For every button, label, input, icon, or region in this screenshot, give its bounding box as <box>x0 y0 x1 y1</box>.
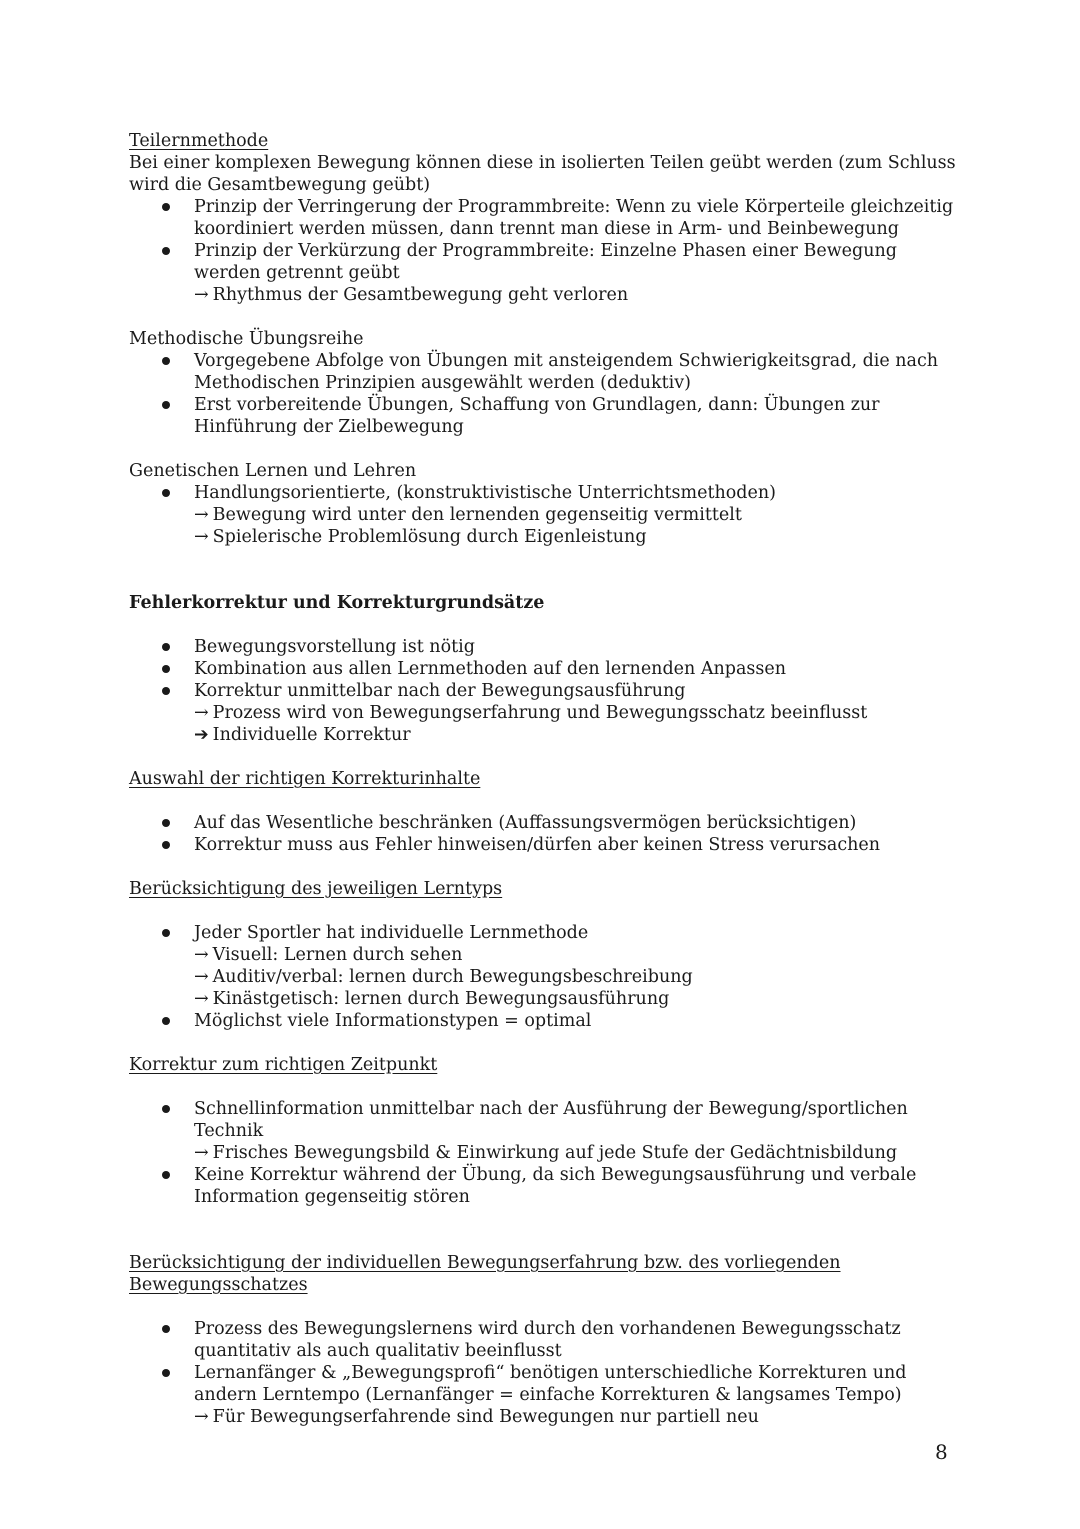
list-item: Schnellinformation unmittelbar nach der Ausführung der Bewegung/sportlichen Technik → Frisches Bewegungsbild & Einwirkung auf jede Stufe der Gedächtnisbildung <box>129 1098 959 1164</box>
arrow-line: → Visuell: Lernen durch sehen <box>194 945 463 965</box>
arrow-icon: → <box>194 1143 209 1163</box>
arrow-icon: → <box>194 945 209 965</box>
bullet-list <box>129 1318 959 1428</box>
list-item: Vorgegebene Abfolge von Übungen mit ansteigendem Schwierigkeitsgrad, die nach Methodischen Prinzipien ausgewählt werden (deduktiv) <box>129 350 959 394</box>
bullet-list <box>129 812 959 856</box>
bullet-list <box>129 196 959 306</box>
bullet-list <box>129 350 959 438</box>
list-item: Kombination aus allen Lernmethoden auf den lernenden Anpassen <box>129 658 959 680</box>
section-intro: Bei einer komplexen Bewegung können diese in isolierten Teilen geübt werden (zum Schluss wird die Gesamtbewegung geübt) <box>129 153 956 195</box>
arrow-icon: → <box>194 967 209 987</box>
arrow-icon: → <box>194 703 209 723</box>
arrow-line: → Für Bewegungserfahrende sind Bewegungen nur partiell neu <box>194 1407 759 1427</box>
list-item: Keine Korrektur während der Übung, da sich Bewegungsausführung und verbale Information gegenseitig stören <box>129 1164 959 1208</box>
section-title-zeitpunkt: Korrektur zum richtigen Zeitpunkt <box>129 1055 438 1075</box>
arrow-line: → Spielerische Problemlösung durch Eigenleistung <box>194 527 647 547</box>
arrow-line: → Kinästgetisch: lernen durch Bewegungsausführung <box>194 989 670 1009</box>
arrow-icon: → <box>194 505 209 525</box>
page-number: 8 <box>935 1440 948 1464</box>
arrow-icon: → <box>194 527 209 547</box>
section-title-korrekturinhalte: Auswahl der richtigen Korrekturinhalte <box>129 769 481 789</box>
section-title-fehlerkorrektur: Fehlerkorrektur und Korrekturgrundsätze <box>129 593 545 613</box>
list-item: Auf das Wesentliche beschränken (Auffassungsvermögen berücksichtigen) <box>129 812 959 834</box>
list-item: Korrektur muss aus Fehler hinweisen/dürfen aber keinen Stress verursachen <box>129 834 959 856</box>
arrow-icon: → <box>194 285 209 305</box>
list-item <box>129 196 959 240</box>
arrow-icon: → <box>194 989 209 1009</box>
arrow-line: → Bewegung wird unter den lernenden gegenseitig vermittelt <box>194 505 742 525</box>
arrow-line: ➔ Individuelle Korrektur <box>194 725 411 745</box>
section-title-genetisches-lernen: Genetischen Lernen und Lehren <box>129 461 417 481</box>
section-title-uebungsreihe: Methodische Übungsreihe <box>129 329 364 349</box>
document-page <box>129 130 959 1428</box>
section-title-lerntyp: Berücksichtigung des jeweiligen Lerntyps <box>129 879 503 899</box>
list-item: Jeder Sportler hat individuelle Lernmethode → Visuell: Lernen durch sehen → Auditiv/verbal: lernen durch Bewegungsbeschreibung → Kinästgetisch: lernen durch Bewegungsausführung <box>129 922 959 1010</box>
bullet-list <box>129 482 959 548</box>
section-title-bewegungserfahrung: Berücksichtigung der individuellen Bewegungserfahrung bzw. des vorliegenden Bewegungsschatzes <box>129 1253 841 1295</box>
bullet-list <box>129 636 959 746</box>
arrow-line: → Frisches Bewegungsbild & Einwirkung auf jede Stufe der Gedächtnisbildung <box>194 1143 898 1163</box>
bullet-list <box>129 922 959 1032</box>
bold-arrow-icon: ➔ <box>194 725 209 745</box>
list-item-text: Prinzip der Verkürzung der Programmbreite: Einzelne Phasen einer Bewegung werden getrennt geübt <box>194 241 897 283</box>
list-item: Möglichst viele Informationstypen = optimal <box>129 1010 959 1032</box>
list-item <box>129 240 959 306</box>
list-item-text: Prinzip der Verringerung der Programmbreite: Wenn zu viele Körperteile gleichzeitig koordiniert werden müssen, dann trennt man diese in Arm- und Beinbewegung <box>194 197 954 239</box>
arrow-icon: → <box>194 1407 209 1427</box>
section-title-teilernmethode: Teilernmethode <box>129 131 269 151</box>
arrow-line: → Rhythmus der Gesamtbewegung geht verloren <box>194 285 629 305</box>
bullet-list <box>129 1098 959 1208</box>
list-item: Erst vorbereitende Übungen, Schaffung von Grundlagen, dann: Übungen zur Hinführung der Zielbewegung <box>129 394 959 438</box>
list-item: Korrektur unmittelbar nach der Bewegungsausführung → Prozess wird von Bewegungserfahrung und Bewegungsschatz beeinflusst ➔ Individuelle Korrektur <box>129 680 959 746</box>
arrow-line: → Prozess wird von Bewegungserfahrung und Bewegungsschatz beeinflusst <box>194 703 868 723</box>
list-item: Lernanfänger & „Bewegungsprofi“ benötigen unterschiedliche Korrekturen und andern Lerntempo (Lernanfänger = einfache Korrekturen & langsames Tempo) → Für Bewegungserfahrende sind Bewegungen nur partiell neu <box>129 1362 959 1428</box>
list-item: Handlungsorientierte, (konstruktivistische Unterrichtsmethoden) → Bewegung wird unter den lernenden gegenseitig vermittelt → Spielerische Problemlösung durch Eigenleistung <box>129 482 959 548</box>
arrow-line: → Auditiv/verbal: lernen durch Bewegungsbeschreibung <box>194 967 693 987</box>
list-item: Bewegungsvorstellung ist nötig <box>129 636 959 658</box>
list-item: Prozess des Bewegungslernens wird durch den vorhandenen Bewegungsschatz quantitativ als auch qualitativ beeinflusst <box>129 1318 959 1362</box>
